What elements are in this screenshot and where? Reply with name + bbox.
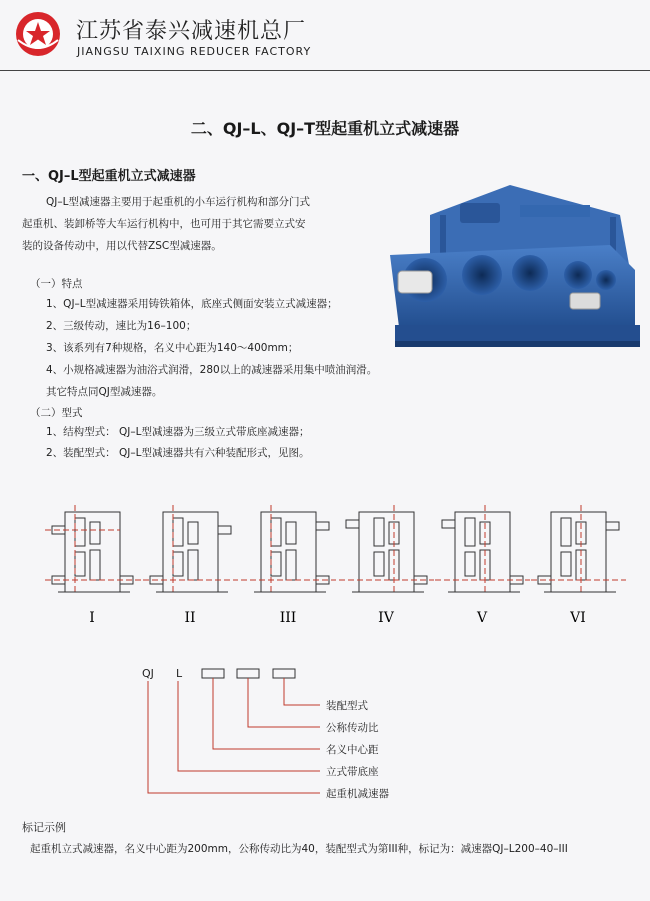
assembly-form-VI [531,505,626,595]
type-item: 1、结构型式： QJ–L型减速器为三级立式带底座减速器； [46,426,310,438]
feature-item: 其它特点同QJ型减速器。 [46,386,163,398]
feature-item: 4、小规格减速器为油浴式润滑，280以上的减速器采用集中喷油润滑。 [46,364,378,376]
feature-item: 3、该系列有7种规格，名义中心距为140～400mm； [46,342,299,354]
intro-paragraph [22,191,367,257]
designation-label: 立式带底座 [326,766,379,778]
code-qj: QJ [142,667,154,680]
example-text: 起重机立式减速器，名义中心距为200mm，公称传动比为40，装配型式为第III种，标记为：减速器QJ–L200–40–III [30,843,568,855]
type-item: 2、装配型式： QJ–L型减速器共有六种装配形式，见图。 [46,447,310,459]
feature-item: 1、QJ–L型减速器采用铸铁箱体，底座式侧面安装立式减速器； [46,298,338,310]
features-heading: （一）特点 [30,278,83,290]
form-label: II [184,610,196,626]
code-l: L [176,667,183,680]
assembly-form-V [435,505,530,595]
form-label: III [279,610,297,626]
company-name-cn: 江苏省泰兴减速机总厂 [76,19,307,44]
assembly-form-IV [339,505,434,595]
assembly-form-II [143,505,238,595]
section-title: 一、QJ–L型起重机立式减速器 [22,169,196,184]
page-title: 二、QJ–L、QJ–T型起重机立式减速器 [190,119,460,138]
company-logo-icon [14,10,62,58]
designation-label: 名义中心距 [326,744,379,756]
intro-line: 起重机、装卸桥等大车运行机构中，也可用于其它需要立式安 [22,218,306,230]
company-name-en: JIANGSU TAIXING REDUCER FACTORY [77,45,312,58]
gearbox-photo [370,175,645,360]
designation-label: 公称传动比 [326,722,379,734]
form-label: IV [378,610,394,626]
header-divider [0,70,650,71]
feature-item: 2、三级传动，速比为16–100； [46,320,197,332]
intro-line: 装的设备传动中，用以代替ZSC型减速器。 [22,240,222,252]
assembly-form-III [241,505,336,595]
designation-diagram [120,665,450,800]
types-heading: （二）型式 [30,407,83,419]
assembly-form-I [45,505,145,595]
form-label: VI [570,610,586,626]
form-label: I [89,610,95,626]
assembly-forms-diagram [40,500,630,630]
intro-line: QJ–L型减速器主要用于起重机的小车运行机构和部分门式 [46,196,310,208]
designation-label: 装配型式 [326,700,368,712]
example-heading: 标记示例 [22,821,66,834]
designation-label: 起重机减速器 [326,788,389,800]
form-label: V [476,610,488,626]
